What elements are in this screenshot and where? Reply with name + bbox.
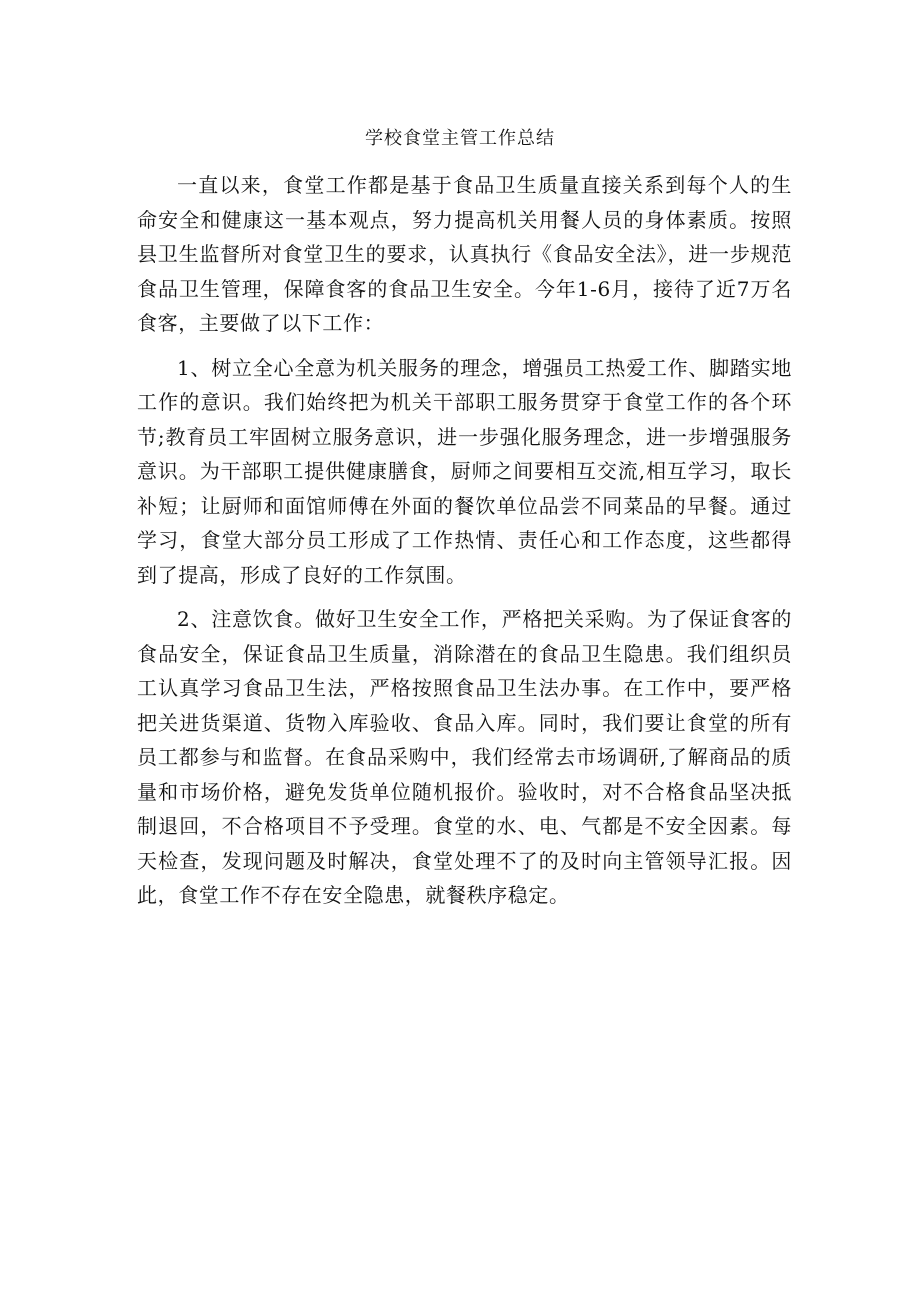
paragraph-intro: 一直以来，食堂工作都是基于食品卫生质量直接关系到每个人的生命安全和健康这一基本观点，努力提高机关用餐人员的身体素质。按照县卫生监督所对食堂卫生的要求，认真执行《食品安全法》，进一步规范食品卫生管理，保障食客的食品卫生安全。今年1-6月，接待了近7万名食客，主要做了以下工作：: [137, 173, 792, 335]
paragraph-item-1: 1、树立全心全意为机关服务的理念，增强员工热爱工作、脚踏实地工作的意识。我们始终把为机关干部职工服务贯穿于食堂工作的各个环节;教育员工牢固树立服务意识，进一步强化服务理念，进一步增强服务意识。为干部职工提供健康膳食，厨师之间要相互交流,相互学习，取长补短；让厨师和面馆师傅在外面的餐饮单位品尝不同菜品的早餐。通过学习，食堂大部分员工形成了工作热情、责任心和工作态度，这些都得到了提高，形成了良好的工作氛围。: [137, 355, 792, 587]
paragraph-item-2: 2、注意饮食。做好卫生安全工作，严格把关采购。为了保证食客的食品安全，保证食品卫生质量，消除潜在的食品卫生隐患。我们组织员工认真学习食品卫生法，严格按照食品卫生法办事。在工作中，要严格把关进货渠道、货物入库验收、食品入库。同时，我们要让食堂的所有员工都参与和监督。在食品采购中，我们经常去市场调研,了解商品的质量和市场价格，避免发货单位随机报价。验收时，对不合格食品坚决抵制退回，不合格项目不予受理。食堂的水、电、气都是不安全因素。每天检查，发现问题及时解决，食堂处理不了的及时向主管领导汇报。因此，食堂工作不存在安全隐患，就餐秩序稳定。: [137, 607, 792, 907]
document-title: 学校食堂主管工作总结: [365, 128, 555, 149]
document-body: [137, 168, 792, 913]
